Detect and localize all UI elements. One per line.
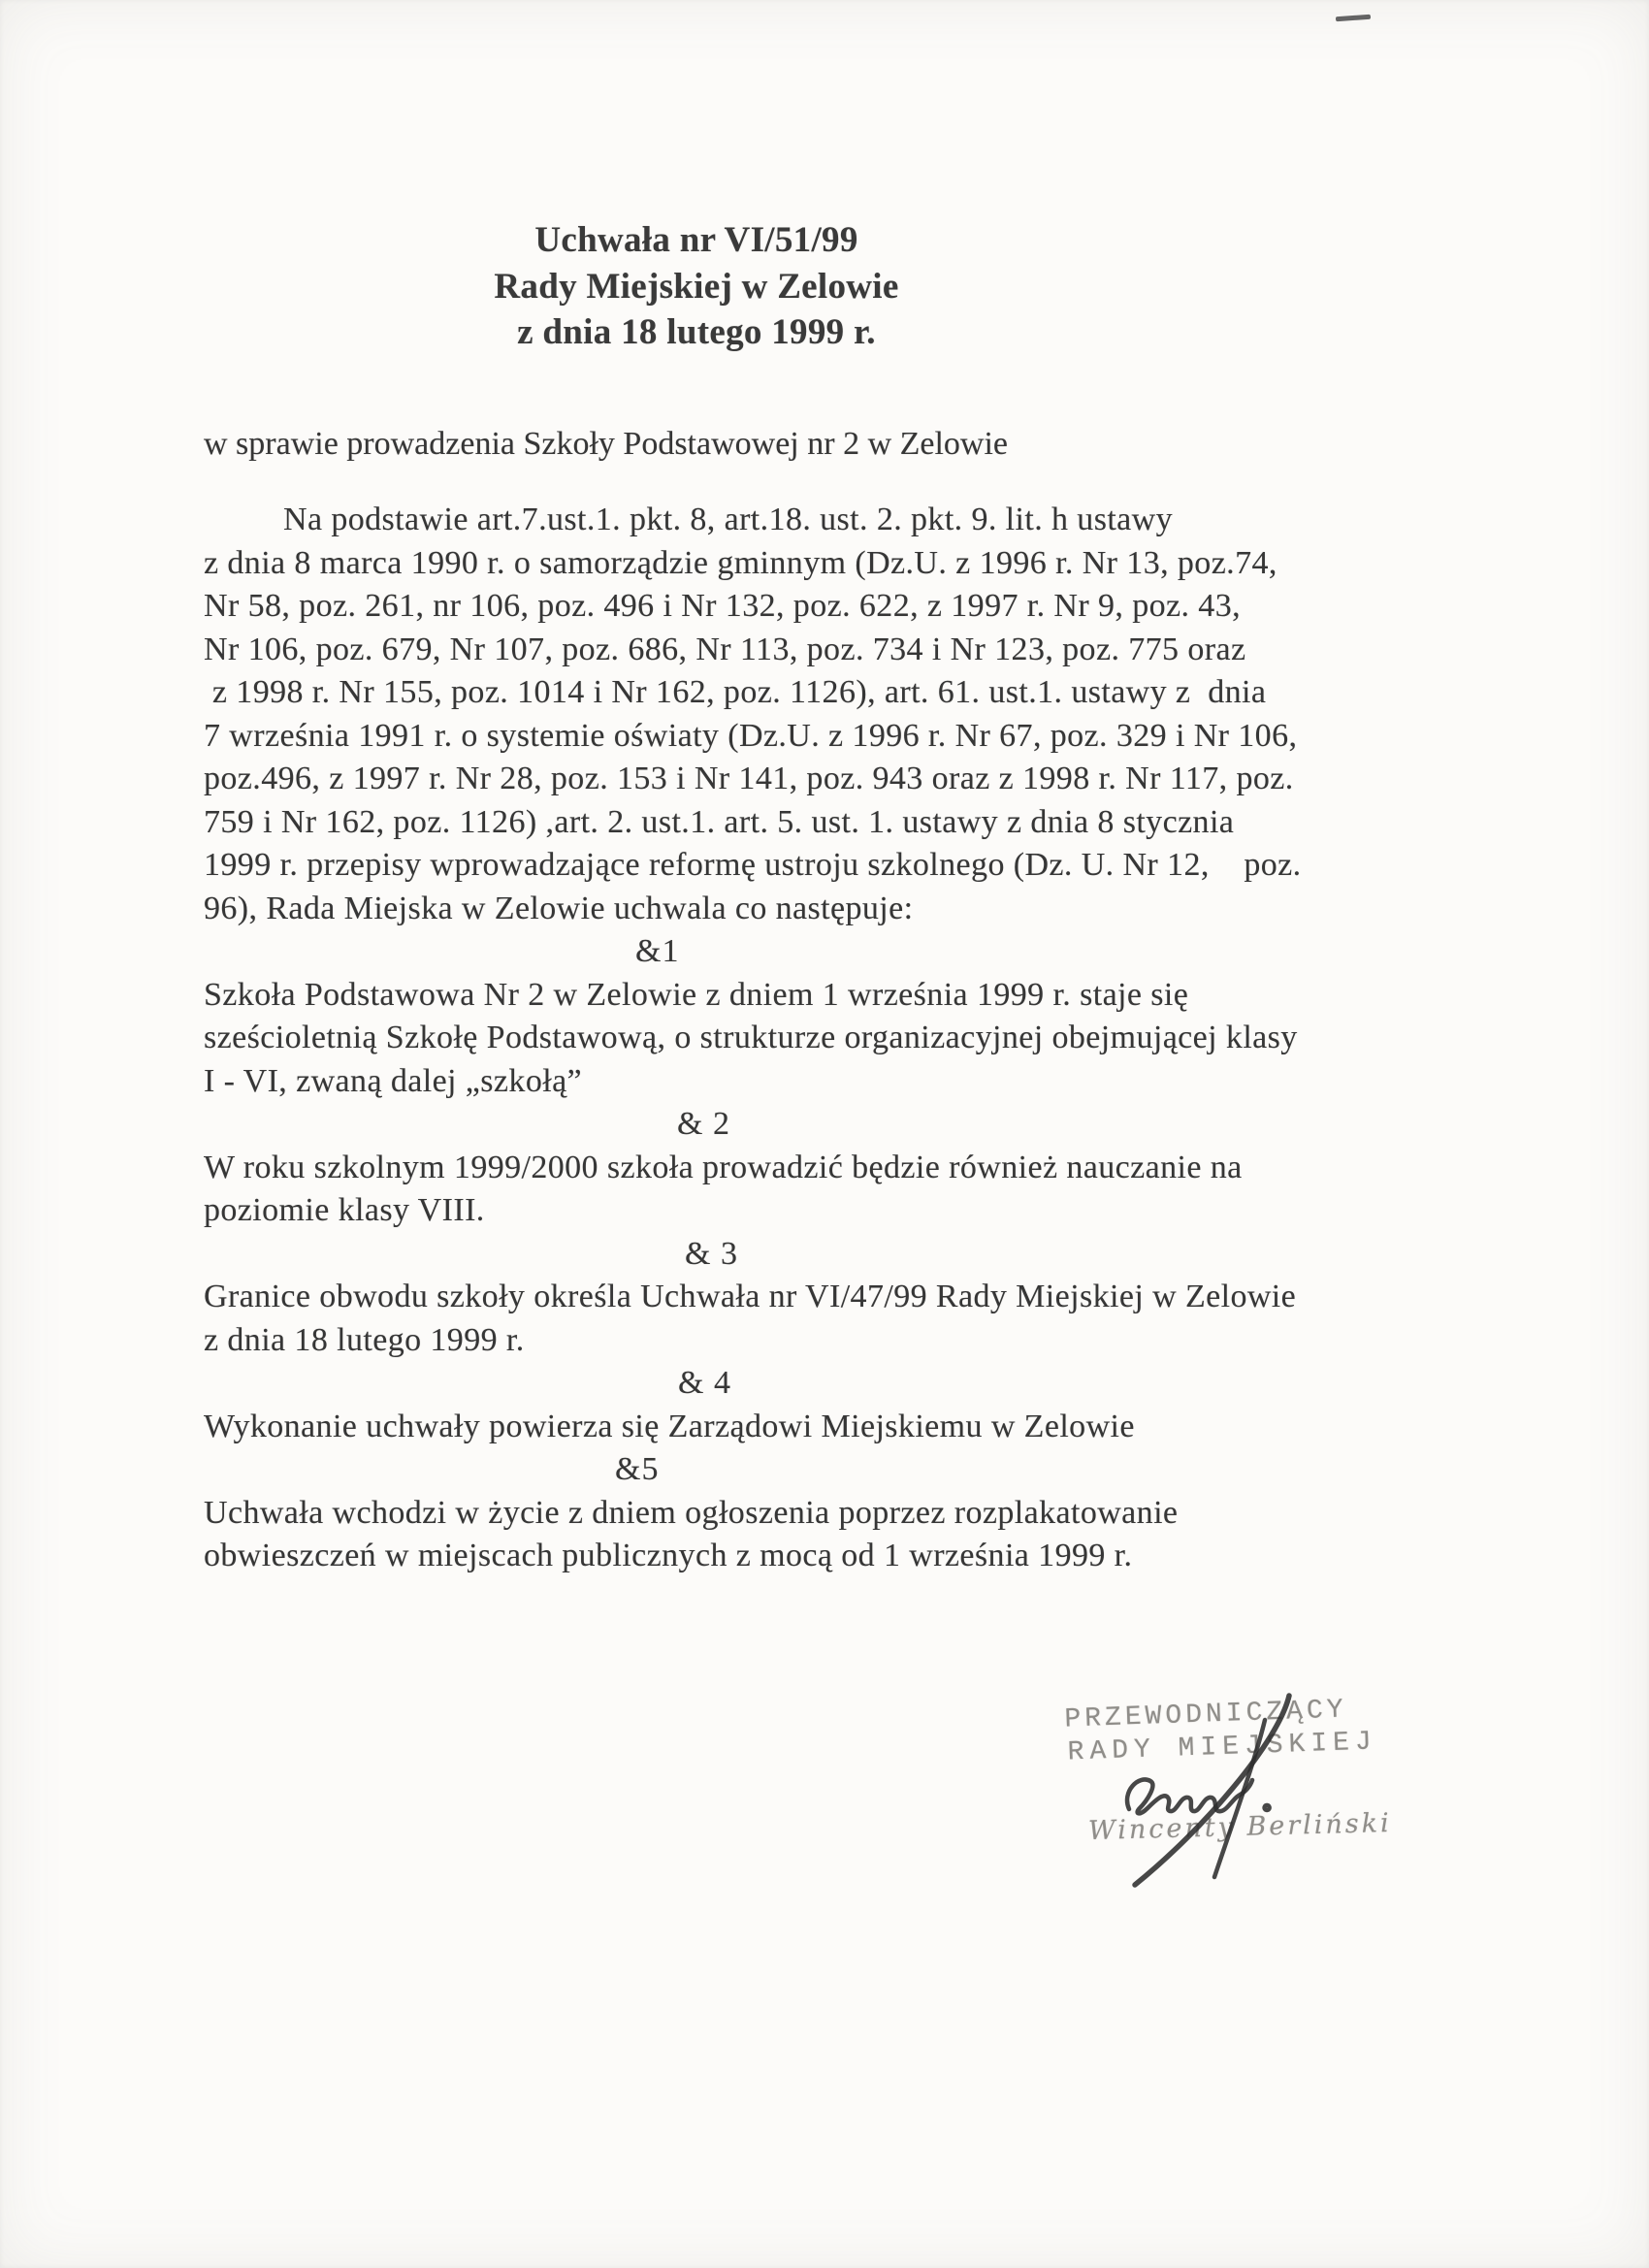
preamble-line: Nr 106, poz. 679, Nr 107, poz. 686, Nr 113, poz. 734 i Nr 123, poz. 775 oraz — [204, 631, 1246, 667]
stamp-role-line: RADY MIEJSKIEJ — [1067, 1727, 1378, 1768]
preamble-line: z 1998 r. Nr 155, poz. 1014 i Nr 162, poz. 1126), art. 61. ust.1. ustawy z dnia — [204, 674, 1267, 710]
section-text-line: Wykonanie uchwały powierza się Zarządowi Miejskiemu w Zelowie — [204, 1408, 1135, 1444]
section-marker: & 2 — [677, 1106, 730, 1142]
resolution-title-line: Rady Miejskiej w Zelowie — [494, 266, 899, 307]
section-text-line: sześcioletnią Szkołę Podstawową, o strukturze organizacyjnej obejmującej klasy — [204, 1020, 1298, 1055]
section-marker: & 4 — [678, 1365, 731, 1401]
section-marker: & 3 — [685, 1235, 738, 1272]
preamble-line: Nr 58, poz. 261, nr 106, poz. 496 i Nr 132, poz. 622, z 1997 r. Nr 9, poz. 43, — [204, 588, 1241, 624]
section-text-line: z dnia 18 lutego 1999 r. — [204, 1321, 525, 1358]
section-text-line: I - VI, zwaną dalej „szkołą” — [204, 1062, 583, 1099]
section-marker: &1 — [635, 933, 680, 969]
handwritten-signature — [1048, 1664, 1416, 1926]
resolution-body — [204, 499, 1474, 1578]
preamble-line: 759 i Nr 162, poz. 1126) ,art. 2. ust.1. art. 5. ust. 1. ustawy z dnia 8 stycznia — [204, 803, 1235, 840]
preamble-line: 96), Rada Miejska w Zelowie uchwala co następuje: — [204, 890, 914, 926]
section-text-line: Szkoła Podstawowa Nr 2 w Zelowie z dniem 1 września 1999 r. staje się — [204, 976, 1189, 1013]
signature-dot — [1265, 1805, 1270, 1810]
preamble-line: Na podstawie art.7.ust.1. pkt. 8, art.18. ust. 2. pkt. 9. lit. h ustawy — [283, 502, 1174, 537]
section-text-line: poziomie klasy VIII. — [204, 1192, 485, 1228]
section-text-line: Granice obwodu szkoły określa Uchwała nr VI/47/99 Rady Miejskiej w Zelowie — [204, 1279, 1297, 1314]
preamble-line: z dnia 8 marca 1990 r. o samorządzie gminnym (Dz.U. z 1996 r. Nr 13, poz.74, — [204, 544, 1277, 581]
subject-line: w sprawie prowadzenia Szkoły Podstawowej nr 2 w Zelowie — [204, 426, 1009, 462]
preamble-line: poz.496, z 1997 r. Nr 28, poz. 153 i Nr 141, poz. 943 oraz z 1998 r. Nr 117, poz. — [204, 761, 1294, 796]
section-text-line: obwieszczeń w miejscach publicznych z mocą od 1 września 1999 r. — [204, 1538, 1133, 1573]
preamble-line: 1999 r. przepisy wprowadzające reformę ustroju szkolnego (Dz. U. Nr 12, poz. — [204, 847, 1302, 883]
stamp-role-line: PRZEWODNICZĄCY — [1063, 1695, 1348, 1735]
section-text-line: W roku szkolnym 1999/2000 szkoła prowadzić będzie również nauczanie na — [204, 1149, 1243, 1185]
preamble-line: 7 września 1991 r. o systemie oświaty (Dz.U. z 1996 r. Nr 67, poz. 329 i Nr 106, — [204, 717, 1298, 754]
resolution-title-line: Uchwała nr VI/51/99 — [534, 220, 858, 260]
scan-artifact-dash — [1336, 15, 1371, 21]
signer-name: Wincenty Berliński — [1087, 1807, 1393, 1847]
resolution-title — [0, 217, 1393, 356]
resolution-title-line: z dnia 18 lutego 1999 r. — [517, 312, 876, 352]
section-text-line: Uchwała wchodzi w życie z dniem ogłoszenia poprzez rozplakatowanie — [204, 1494, 1179, 1531]
section-marker: &5 — [615, 1451, 660, 1487]
